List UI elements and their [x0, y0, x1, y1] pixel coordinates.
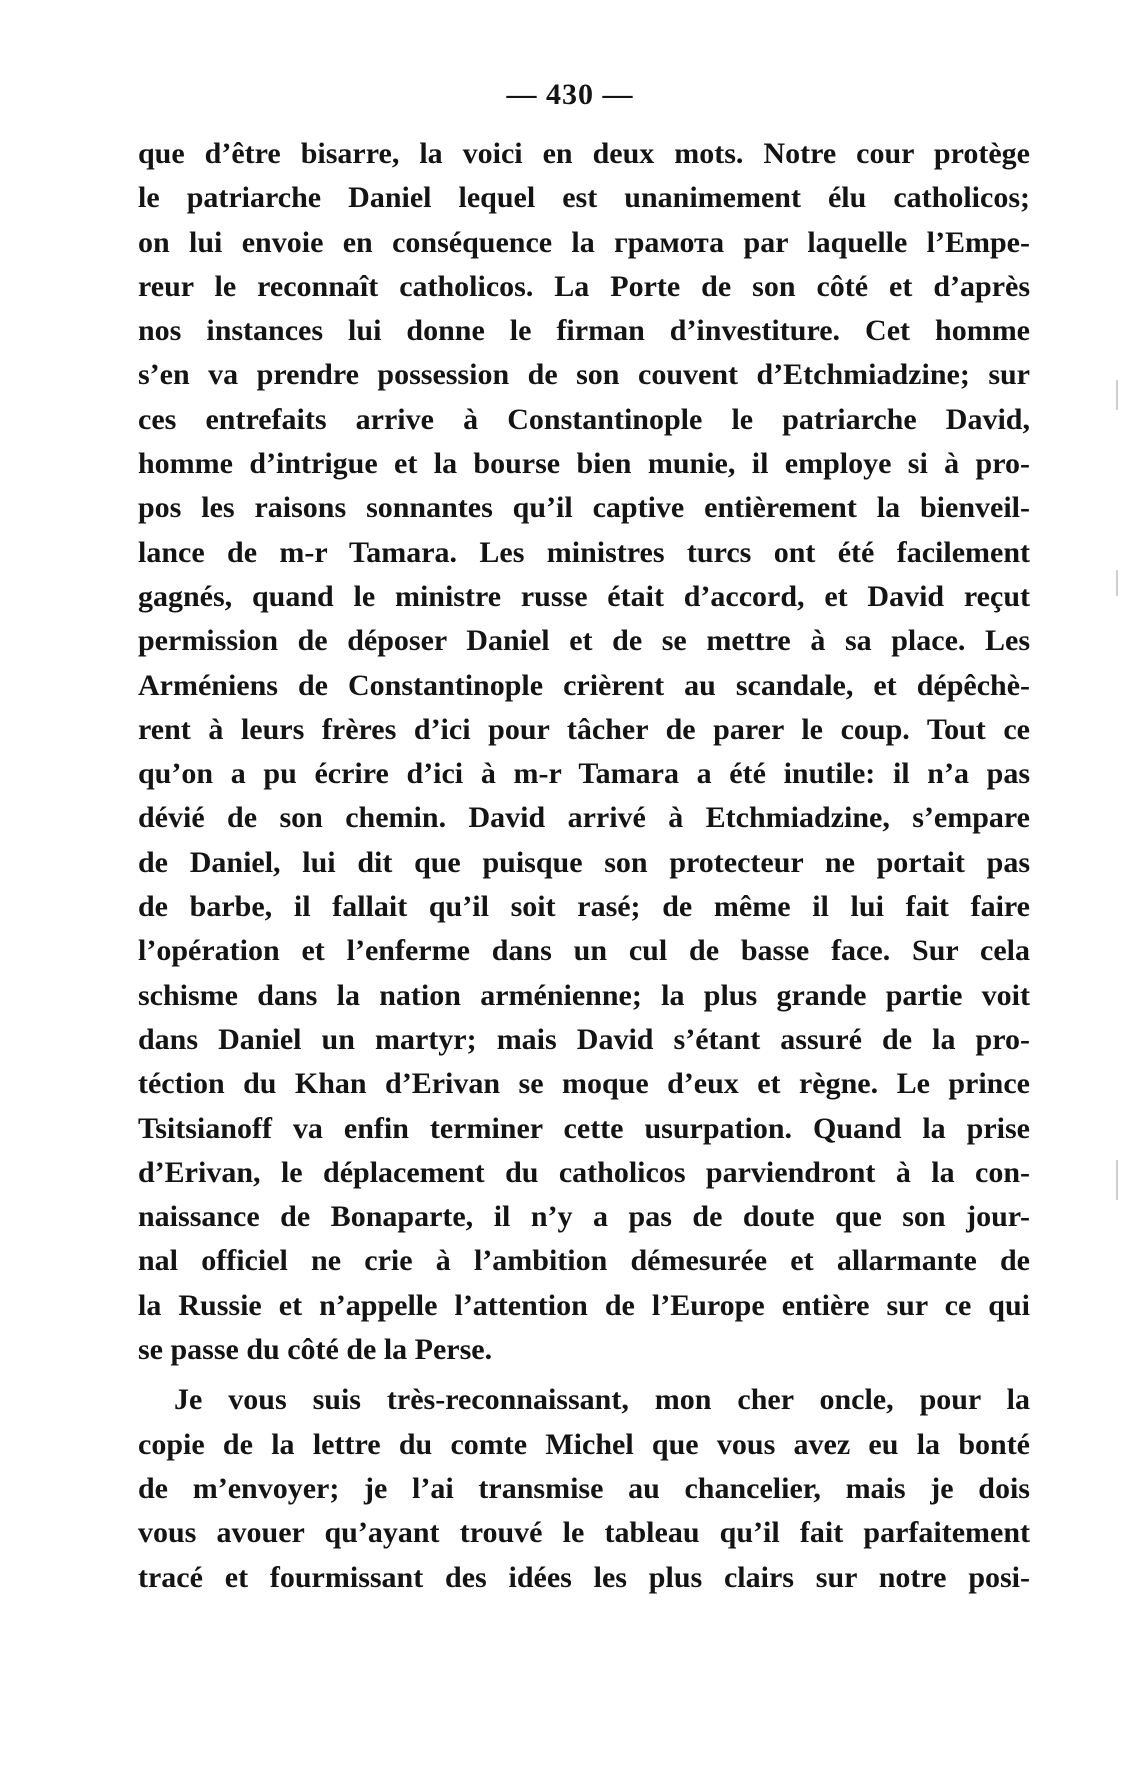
text-line: naissance de Bonaparte, il n’y a pas de doute que son jour-: [138, 1200, 1030, 1234]
text-line: s’en va prendre possession de son couvent d’Etchmiadzine; sur: [138, 358, 1030, 392]
text-line: rent à leurs frères d’ici pour tâcher de parer le coup. Tout ce: [138, 712, 1030, 746]
text-line: la Russie et n’appelle l’attention de l’Europe entière sur ce qui: [138, 1288, 1030, 1322]
paragraph-2: [138, 1378, 1030, 1599]
text-line: on lui envoie en conséquence la грамота par laquelle l’Empe-: [138, 225, 1030, 259]
text-line: téction du Khan d’Erivan se moque d’eux et règne. Le prince: [138, 1067, 1030, 1101]
text-line: dévié de son chemin. David arrivé à Etchmiadzine, s’empare: [138, 801, 1030, 835]
text-line: Tsitsianoff va enfin terminer cette usurpation. Quand la prise: [138, 1111, 1030, 1145]
text-line: copie de la lettre du comte Michel que vous avez eu la bonté: [138, 1427, 1030, 1461]
text-line: ces entrefaits arrive à Constantinople le patriarche David,: [138, 402, 1030, 436]
text-line: permission de déposer Daniel et de se mettre à sa place. Les: [138, 624, 1030, 658]
text-line: nos instances lui donne le firman d’investiture. Cet homme: [138, 314, 1030, 348]
text-line: dans Daniel un martyr; mais David s’étant assuré de la pro-: [138, 1022, 1030, 1056]
text-line: tracé et fourmissant des idées les plus clairs sur notre posi-: [138, 1560, 1030, 1594]
text-line: de barbe, il fallait qu’il soit rasé; de même il lui fait faire: [138, 890, 1030, 924]
scan-margin-mark: [1116, 380, 1118, 410]
text-line: nal officiel ne crie à l’ambition démesurée et allarmante de: [138, 1244, 1030, 1278]
scan-margin-mark: [1116, 570, 1118, 596]
text-line: qu’on a pu écrire d’ici à m-r Tamara a été inutile: il n’a pas: [138, 757, 1030, 791]
text-line: reur le reconnaît catholicos. La Porte de son côté et d’après: [138, 269, 1030, 303]
paragraph-1: [138, 132, 1030, 1372]
text-line: pos les raisons sonnantes qu’il captive entièrement la bienveil-: [138, 491, 1030, 525]
text-line: Je vous suis très-reconnaissant, mon cher oncle, pour la: [174, 1383, 1030, 1417]
text-line: schisme dans la nation arménienne; la plus grande partie voit: [138, 978, 1030, 1012]
text-line: le patriarche Daniel lequel est unanimement élu catholicos;: [138, 181, 1030, 215]
text-line: que d’être bisarre, la voici en deux mots. Notre cour protège: [138, 137, 1030, 170]
page-number: — 430 —: [506, 78, 634, 111]
text-line: gagnés, quand le ministre russe était d’accord, et David reçut: [138, 579, 1030, 613]
text-line: de m’envoyer; je l’ai transmise au chancelier, mais je dois: [138, 1471, 1030, 1505]
scan-margin-mark: [1116, 1160, 1118, 1200]
text-line: l’opération et l’enferme dans un cul de basse face. Sur cela: [138, 934, 1030, 968]
text-line: homme d’intrigue et la bourse bien munie, il employe si à pro-: [138, 447, 1030, 481]
text-line: Arméniens de Constantinople crièrent au scandale, et dépêchè-: [138, 668, 1030, 702]
text-line: vous avouer qu’ayant trouvé le tableau qu’il fait parfaitement: [138, 1516, 1030, 1550]
body-text: [138, 132, 1030, 1600]
text-line: se passe du côté de la Perse.: [138, 1333, 493, 1367]
text-line: d’Erivan, le déplacement du catholicos parviendront à la con-: [138, 1155, 1030, 1189]
text-line: lance de m-r Tamara. Les ministres turcs ont été facilement: [138, 535, 1030, 569]
text-line: de Daniel, lui dit que puisque son protecteur ne portait pas: [138, 845, 1030, 879]
